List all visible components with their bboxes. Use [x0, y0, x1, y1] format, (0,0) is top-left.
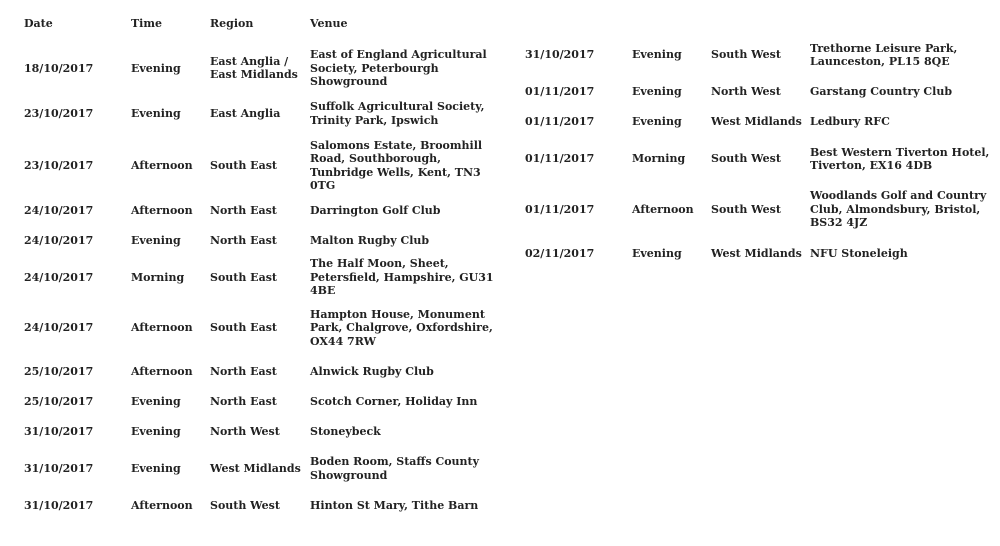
cell-date: 01/11/2017	[525, 115, 595, 129]
cell-time: Evening	[131, 394, 181, 408]
cell-venue: Boden Room, Staffs County Showground	[310, 455, 480, 482]
cell-region: South East	[210, 158, 277, 172]
cell-time: Evening	[632, 48, 682, 62]
events-table-right	[525, 0, 990, 265]
cell-time: Afternoon	[131, 321, 193, 335]
cell-time: Evening	[632, 246, 682, 260]
table-row	[24, 390, 500, 414]
cell-time: Evening	[131, 424, 181, 438]
cell-venue: Malton Rugby Club	[310, 234, 430, 248]
cell-region: West Midlands	[711, 115, 802, 129]
cell-date: 23/10/2017	[24, 158, 94, 172]
cell-time: Afternoon	[131, 498, 193, 512]
cell-date: 01/11/2017	[525, 84, 595, 98]
table-row	[525, 141, 990, 177]
table-row	[525, 103, 990, 141]
right-table-body	[525, 0, 990, 265]
cell-date: 31/10/2017	[24, 461, 94, 475]
table-row	[24, 48, 500, 89]
cell-time: Evening	[131, 106, 181, 120]
header-region: Region	[210, 17, 254, 31]
table-row	[24, 303, 500, 354]
cell-venue: Garstang Country Club	[810, 84, 953, 98]
spacer-row	[525, 0, 990, 30]
cell-region: North West	[711, 84, 781, 98]
table-row	[24, 253, 500, 303]
cell-region: South East	[210, 321, 277, 335]
cell-region: North East	[210, 394, 277, 408]
table-row	[24, 139, 500, 193]
cell-venue: Ledbury RFC	[810, 115, 890, 129]
cell-venue: Darrington Golf Club	[310, 204, 441, 218]
cell-time: Evening	[632, 84, 682, 98]
cell-venue: The Half Moon, Sheet, Petersfield, Hampshire, GU31 4BE	[310, 257, 494, 298]
spacer-cell	[525, 0, 990, 30]
events-table-left	[24, 0, 500, 524]
cell-venue: Scotch Corner, Holiday Inn	[310, 394, 478, 408]
table-row	[24, 193, 500, 230]
cell-region: North East	[210, 204, 277, 218]
cell-time: Afternoon	[131, 158, 193, 172]
cell-date: 24/10/2017	[24, 321, 94, 335]
cell-date: 01/11/2017	[525, 202, 595, 216]
table-row	[24, 354, 500, 390]
cell-time: Morning	[131, 270, 185, 284]
cell-venue: Salomons Estate, Broomhill Road, Southborough, Tunbridge Wells, Kent, TN3 0TG	[310, 138, 483, 192]
cell-region: West Midlands	[210, 461, 301, 475]
table-row	[24, 414, 500, 450]
cell-region: North East	[210, 234, 277, 248]
cell-time: Evening	[131, 234, 181, 248]
cell-region: East Anglia	[210, 106, 281, 120]
table-row	[525, 177, 990, 242]
table-row	[24, 89, 500, 139]
header-venue: Venue	[310, 17, 348, 31]
cell-venue: Suffolk Agricultural Society, Trinity Park, Ipswich	[310, 100, 485, 127]
cell-date: 31/10/2017	[24, 424, 94, 438]
cell-venue: Hampton House, Monument Park, Chalgrove, Oxfordshire, OX44 7RW	[310, 307, 493, 348]
cell-date: 01/11/2017	[525, 152, 595, 166]
cell-venue: NFU Stoneleigh	[810, 246, 908, 260]
cell-venue: Hinton St Mary, Tithe Barn	[310, 498, 479, 512]
header-date: Date	[24, 17, 53, 31]
cell-date: 25/10/2017	[24, 394, 94, 408]
cell-time: Morning	[632, 152, 686, 166]
cell-region: North West	[210, 424, 280, 438]
table-row	[24, 230, 500, 253]
cell-region: South West	[711, 152, 781, 166]
cell-date: 02/11/2017	[525, 246, 595, 260]
cell-date: 25/10/2017	[24, 364, 94, 378]
cell-date: 24/10/2017	[24, 204, 94, 218]
table-row	[24, 450, 500, 488]
cell-date: 24/10/2017	[24, 270, 94, 284]
cell-region: East Anglia / East Midlands	[210, 54, 298, 82]
cell-venue: Woodlands Golf and Country Club, Almondsbury, Bristol, BS32 4JZ	[810, 189, 987, 230]
cell-time: Afternoon	[131, 364, 193, 378]
table-row	[525, 242, 990, 265]
cell-venue: East of England Agricultural Society, Peterbourgh Showground	[310, 48, 487, 88]
cell-date: 23/10/2017	[24, 106, 94, 120]
cell-region: North East	[210, 364, 277, 378]
cell-date: 31/10/2017	[24, 498, 94, 512]
header-time: Time	[131, 17, 163, 31]
cell-date: 24/10/2017	[24, 234, 94, 248]
cell-time: Evening	[131, 461, 181, 475]
cell-time: Evening	[632, 115, 682, 129]
left-table-body	[24, 48, 500, 524]
cell-venue: Stoneybeck	[310, 424, 381, 438]
cell-region: South West	[711, 48, 781, 62]
table-row	[525, 30, 990, 80]
cell-venue: Best Western Tiverton Hotel, Tiverton, EX16 4DB	[810, 145, 990, 172]
cell-time: Evening	[131, 61, 181, 75]
header-row	[24, 0, 500, 48]
cell-date: 18/10/2017	[24, 61, 94, 75]
cell-date: 31/10/2017	[525, 48, 595, 62]
table-row	[525, 80, 990, 103]
cell-region: West Midlands	[711, 246, 802, 260]
cell-region: South West	[210, 498, 280, 512]
cell-region: South West	[711, 202, 781, 216]
cell-region: South East	[210, 270, 277, 284]
cell-time: Afternoon	[131, 204, 193, 218]
cell-venue: Alnwick Rugby Club	[310, 364, 434, 378]
cell-time: Afternoon	[632, 202, 694, 216]
cell-venue: Trethorne Leisure Park, Launceston, PL15 8QE	[810, 41, 958, 68]
table-row	[24, 488, 500, 524]
